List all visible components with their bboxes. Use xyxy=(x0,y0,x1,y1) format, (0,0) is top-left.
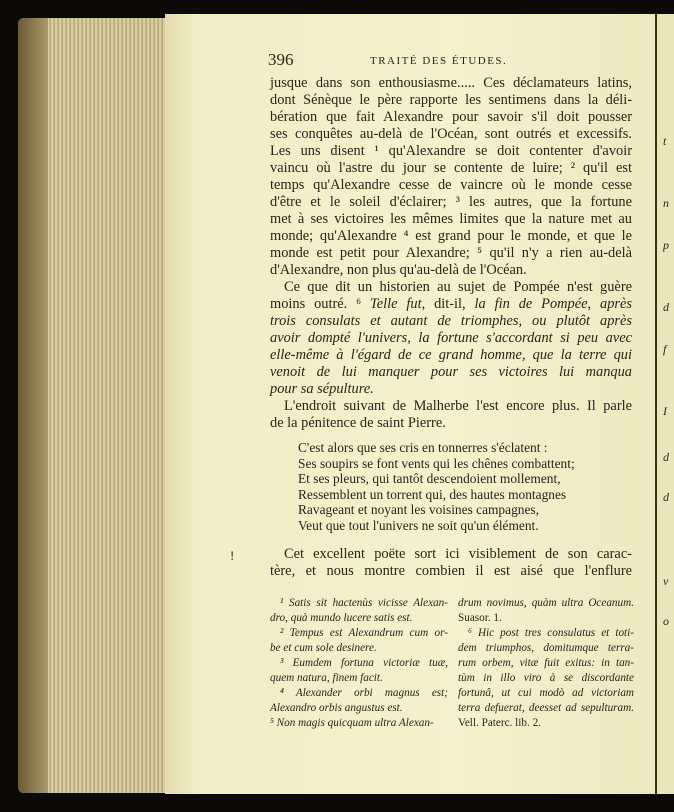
footnote-line: rum orbem, vitæ fuit exitus: in tan- xyxy=(458,657,634,669)
text-line: moins outré. ⁶ Telle fut, dit-il, la fin de Pompée, après xyxy=(270,296,632,312)
text-line: temps qu'Alexandre cesse de vaincre où le monde cesse xyxy=(270,177,632,193)
text-line: avoir dompté l'univers, la fortune s'accordant si peu avec xyxy=(270,330,632,346)
footnote-line: be et cum sole desinere. xyxy=(270,642,377,654)
text-span: , dit-il, xyxy=(421,296,475,312)
quote-span: la fin de Pompée xyxy=(474,296,588,312)
facing-fragment: p xyxy=(663,238,669,252)
footnote-line: drum novimus, quàm ultra Oceanum. xyxy=(458,597,634,609)
text-line: dont Sénèque le père rapporte les sentimens dans la déli- xyxy=(270,92,632,108)
text-line: monde; qu'Alexandre ⁴ est grand pour le monde, et que le xyxy=(270,228,632,244)
verse-quotation xyxy=(298,440,575,533)
text-line: ses conquêtes au-delà de l'Océan, sont outrés et excessifs. xyxy=(270,126,632,142)
footnote-line: ² Tempus est Alexandrum cum or- xyxy=(280,627,448,639)
footnote-line: terra defuerat, deesset ad sepulturam. xyxy=(458,702,634,714)
book-fore-edge xyxy=(18,18,168,793)
page-header xyxy=(268,50,654,72)
footnotes-right xyxy=(458,596,634,731)
facing-fragment: t xyxy=(663,134,667,148)
footnote-line: Alexandro orbis angustus est. xyxy=(270,702,403,714)
footnote-line: dro, quà mundo lucere satis est. xyxy=(270,612,413,624)
footnote-line: ³ Eumdem fortuna victoriæ tuæ, xyxy=(280,657,448,669)
verse-line: Et ses pleurs, qui tantôt descendoient mollement, xyxy=(298,471,561,486)
text-line: Ce que dit un historien au sujet de Pompée n'est guère xyxy=(284,279,632,295)
text-line: de la pénitence de saint Pierre. xyxy=(270,415,446,431)
running-title: TRAITÉ DES ÉTUDES. xyxy=(370,55,508,67)
footnote-line: tùm in illo viro à se discordante xyxy=(458,672,634,684)
text-line: jusque dans son enthousiasme..... Ces déclamateurs latins, xyxy=(270,75,632,91)
facing-fragment: I xyxy=(663,404,667,418)
text-line: Les uns disent ¹ qu'Alexandre se doit contenter d'avoir xyxy=(270,143,632,159)
verse-line: Ses soupirs se font vents qui les chênes combattent; xyxy=(298,455,575,471)
footnote-line: dem triumphos, domitumque terra- xyxy=(458,642,634,654)
footnote-line: ⁴ Alexander orbi magnus est; xyxy=(280,687,448,699)
quote-span: après xyxy=(600,296,632,312)
text-line: L'endroit suivant de Malherbe l'est encore plus. Il parle xyxy=(284,398,632,414)
verse-line: Ressemblent un torrent qui, des hautes montagnes xyxy=(298,486,567,502)
footnote-line: ¹ Satis sit hactenùs vicisse Alexan- xyxy=(280,597,448,609)
text-line: vaincu où l'astre du jour se contente de luire; ² qu'il est xyxy=(270,160,632,176)
verse-line: Ravageant et noyant les voisines campagnes, xyxy=(298,502,539,517)
verse-line: Veut que tout l'univers ne soit qu'un élément. xyxy=(298,517,539,533)
text-line: tère, et nous montre combien il est aisé que l'enflure xyxy=(270,563,632,579)
text-line: elle-même à l'égard de ce grand homme, que la terre qui xyxy=(270,347,632,363)
page-number: 396 xyxy=(268,50,294,69)
facing-fragment: o xyxy=(663,614,669,628)
footnote-line: ⁵ Non magis quicquam ultra Alexan- xyxy=(270,717,434,729)
margin-mark: ! xyxy=(230,548,235,563)
facing-fragment: d xyxy=(663,490,669,504)
body-text xyxy=(270,75,632,432)
footnotes-left xyxy=(270,596,448,731)
body-text-continued xyxy=(270,546,632,580)
facing-fragment: d xyxy=(663,450,669,464)
text-line: monde est petit pour Alexandre; ⁵ qu'il n'y a rien au-delà xyxy=(270,245,632,261)
text-line: trois consulats et autant de triomphes, ou plutôt après xyxy=(270,313,632,329)
text-line: pour sa sépulture. xyxy=(270,381,374,397)
facing-fragment: d xyxy=(663,300,669,314)
text-span: moins outré. ⁶ xyxy=(270,296,371,312)
footnote-line: ⁶ Hic post tres consulatus et toti- xyxy=(468,627,634,639)
text-line: d'Alexandre, non plus qu'au-delà de l'Océan. xyxy=(270,262,527,278)
footnote-line: quem natura, finem facit. xyxy=(270,672,383,684)
text-line: Cet excellent poëte sort ici visiblement de son carac- xyxy=(284,546,632,562)
text-line: venoit de lui manquer pour ses victoires lui manqua xyxy=(270,364,632,380)
verse-line: C'est alors que ses cris en tonnerres s'éclatent : xyxy=(298,440,548,455)
facing-fragment: f xyxy=(663,342,667,356)
quote-span: Telle fut xyxy=(370,296,422,312)
facing-fragment: n xyxy=(663,196,669,210)
facing-fragment: v xyxy=(663,574,669,588)
facing-page-edge xyxy=(655,14,674,794)
footnote-line: Suasor. 1. xyxy=(458,612,502,624)
footnote-line: fortunâ, ut cui modò ad victoriam xyxy=(458,687,634,699)
text-line: d'être et le soleil d'éclairer; ³ les autres, que la fortune xyxy=(270,194,632,210)
footnote-line: Vell. Paterc. lib. 2. xyxy=(458,717,541,729)
text-line: bération que fait Alexandre pour savoir s'il doit pousser xyxy=(270,109,632,125)
text-line: met à ses victoires les mêmes limites que la nature met au xyxy=(270,211,632,227)
